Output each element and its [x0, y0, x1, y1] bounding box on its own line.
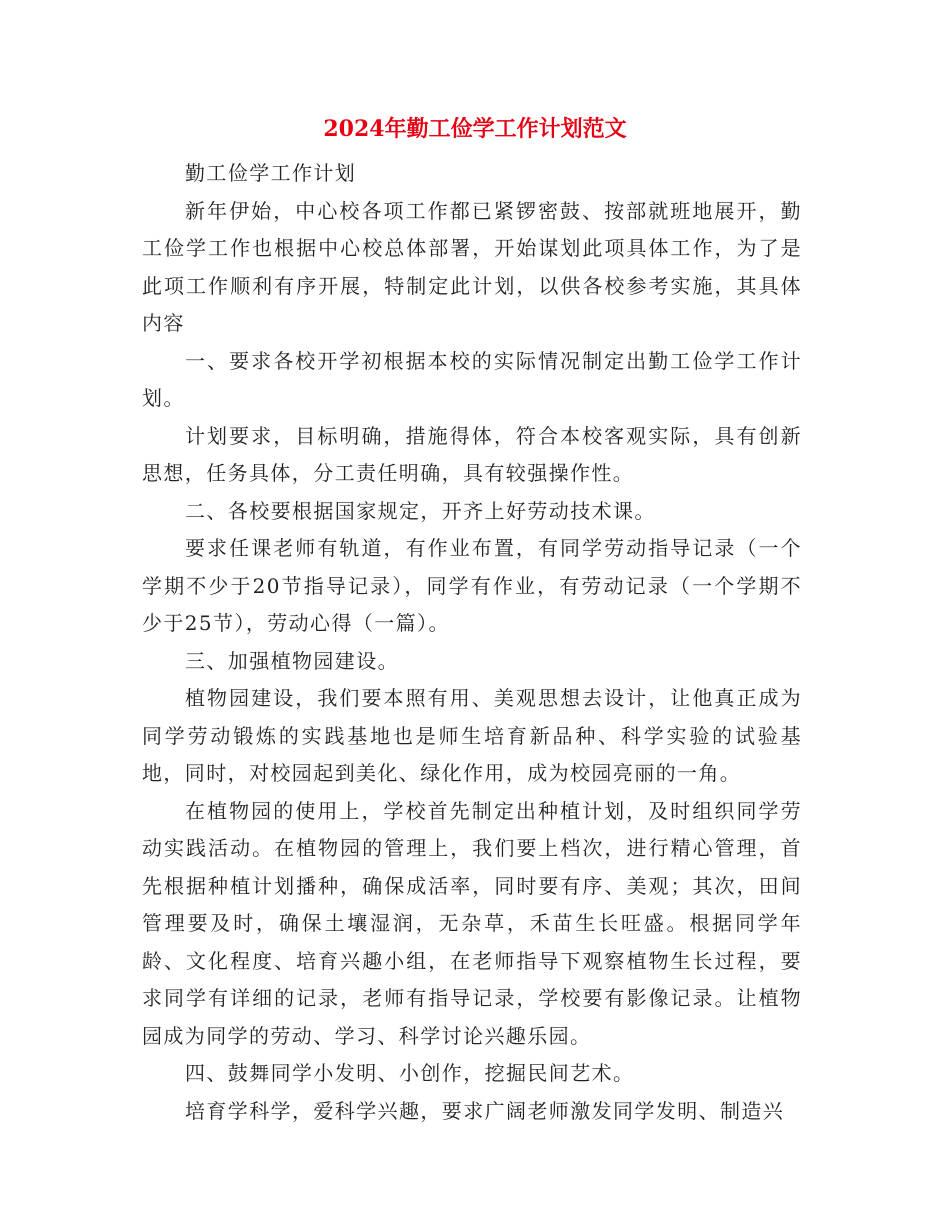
paragraph: 植物园建设，我们要本照有用、美观思想去设计，让他真正成为同学劳动锻炼的实践基地也是师生培育新品种、科学实验的试验基地，同时，对校园起到美化、绿化作用，成为校园亮丽的一角。 — [142, 686, 802, 785]
section-heading: 一、要求各校开学初根据本校的实际情况制定出勤工俭学工作计划。 — [142, 348, 802, 410]
paragraph: 计划要求，目标明确，措施得体，符合本校客观实际，具有创新思想，任务具体，分工责任明确，具有较强操作性。 — [142, 423, 802, 485]
document-body — [142, 155, 802, 1130]
section-heading: 三、加强植物园建设。 — [185, 648, 399, 673]
paragraph: 新年伊始，中心校各项工作都已紧锣密鼓、按部就班地展开，勤工俭学工作也根据中心校总体部署，开始谋划此项具体工作，为了是此项工作顺利有序开展，特制定此计划，以供各校参考实施，其具体内容 — [142, 198, 802, 335]
paragraph: 要求任课老师有轨道，有作业布置，有同学劳动指导记录（一个学期不少于20节指导记录），同学有作业，有劳动记录（一个学期不少于25节），劳动心得（一篇）。 — [142, 536, 802, 635]
section-heading: 四、鼓舞同学小发明、小创作，挖掘民间艺术。 — [185, 1061, 635, 1085]
document-title: 2024年勤工俭学工作计划范文 — [323, 116, 627, 142]
paragraph: 在植物园的使用上，学校首先制定出种植计划，及时组织同学劳动实践活动。在植物园的管理上，我们要上档次，进行精心管理，首先根据种植计划播种，确保成活率，同时要有序、美观；其次，田间管理要及时，确保土壤湿润，无杂草，禾苗生长旺盛。根据同学年龄、文化程度、培育兴趣小组，在老师指导下观察植物生长过程，要求同学有详细的记录，老师有指导记录，学校要有影像记录。让植物园成为同学的劳动、学习、科学讨论兴趣乐园。 — [142, 798, 802, 1048]
paragraph: 培育学科学，爱科学兴趣，要求广阔老师激发同学发明、制造兴 — [185, 1098, 785, 1123]
section-heading: 二、各校要根据国家规定，开齐上好劳动技术课。 — [185, 498, 656, 523]
paragraph-subtitle: 勤工俭学工作计划 — [185, 161, 357, 185]
